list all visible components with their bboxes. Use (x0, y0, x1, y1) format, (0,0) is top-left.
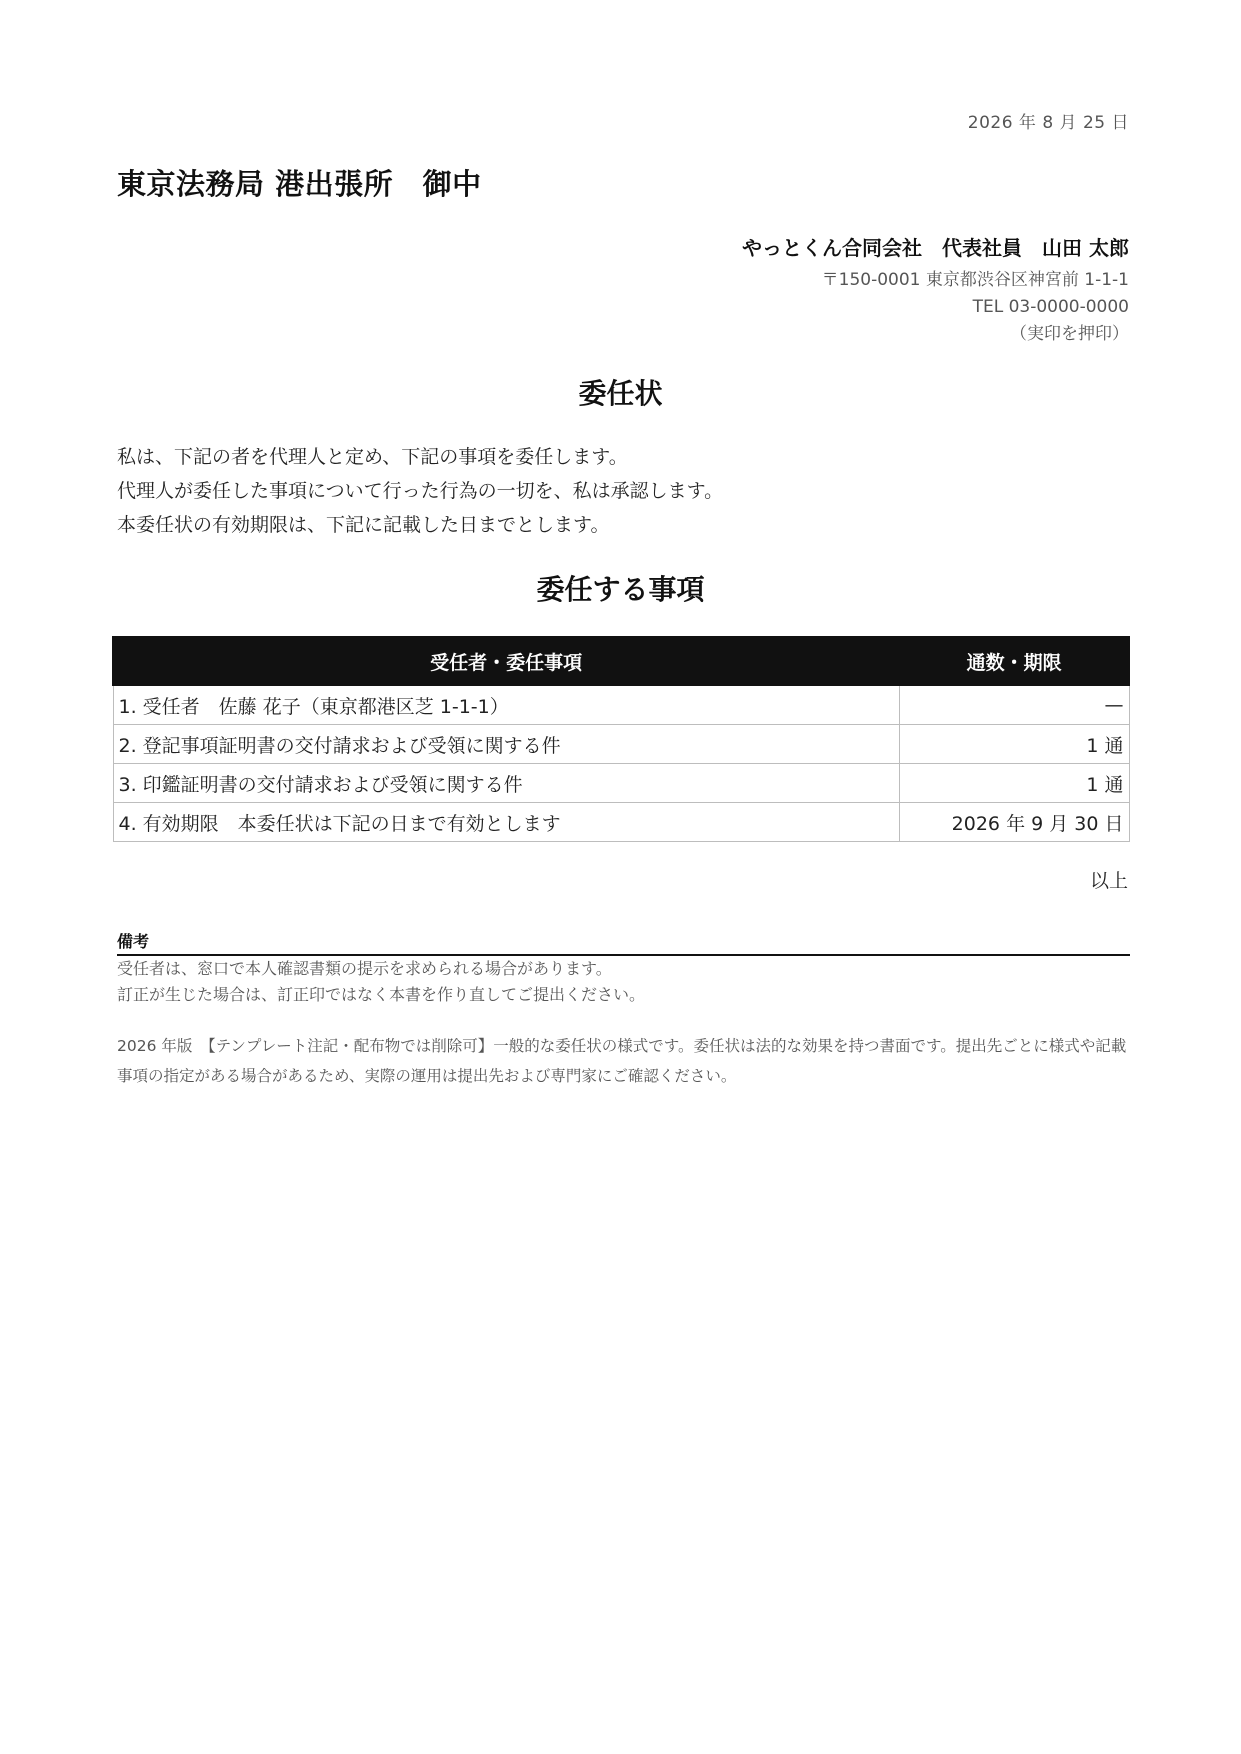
row-item: 1. 受任者 佐藤 花子（東京都港区芝 1-1-1） (113, 685, 899, 725)
template-footnote: 2026 年版 【テンプレート注記・配布物では削除可】一般的な委任状の様式です。委任状は法的な効果を持つ書面です。提出先ごとに様式や記載事項の指定がある場合があるため、実際の運用は提出先および専門家にご確認ください。 (117, 1037, 1127, 1085)
remarks-body (117, 956, 645, 1008)
document-date: 2026 年 8 月 25 日 (967, 113, 1129, 133)
body-line-3: 本委任状の有効期限は、下記に記載した日までとします。 (117, 514, 610, 536)
body-line-2: 代理人が委任した事項について行った行為の一切を、私は承認します。 (117, 480, 724, 502)
header-value: 通数・期限 (899, 637, 1129, 685)
table-row (113, 764, 1129, 803)
delegation-table (112, 636, 1130, 842)
row-value: — (899, 685, 1129, 725)
table-row (113, 725, 1129, 764)
row-item: 3. 印鑑証明書の交付請求および受領に関する件 (113, 764, 899, 803)
section-title: 委任する事項 (536, 573, 705, 606)
body-text (117, 440, 723, 542)
remarks-line-1: 受任者は、窓口で本人確認書類の提示を求められる場合があります。 (117, 959, 612, 978)
sender-tel: TEL 03-0000-0000 (972, 297, 1129, 317)
row-value: 1 通 (899, 725, 1129, 764)
body-line-1: 私は、下記の者を代理人と定め、下記の事項を委任します。 (117, 446, 628, 468)
remarks-heading: 備考 (117, 932, 150, 951)
header-item: 受任者・委任事項 (113, 637, 899, 685)
row-item: 2. 登記事項証明書の交付請求および受領に関する件 (113, 725, 899, 764)
table-header-row (113, 637, 1129, 685)
sender-name: やっとくん合同会社 代表社員 山田 太郎 (742, 236, 1129, 260)
table-row (113, 803, 1129, 842)
sender-block (742, 232, 1129, 348)
document-title: 委任状 (578, 377, 663, 410)
remarks-line-2: 訂正が生じた場合は、訂正印ではなく本書を作り直してご提出ください。 (117, 985, 646, 1004)
seal-note: （実印を押印） (1010, 324, 1129, 344)
table-row (113, 685, 1129, 725)
closing-mark: 以上 (1089, 870, 1128, 892)
sender-address: 〒150-0001 東京都渋谷区神宮前 1-1-1 (821, 270, 1129, 290)
row-value: 2026 年 9 月 30 日 (899, 803, 1129, 842)
row-value: 1 通 (899, 764, 1129, 803)
row-item: 4. 有効期限 本委任状は下記の日まで有効とします (113, 803, 899, 842)
recipient-name: 東京法務局 港出張所 御中 (117, 167, 482, 201)
